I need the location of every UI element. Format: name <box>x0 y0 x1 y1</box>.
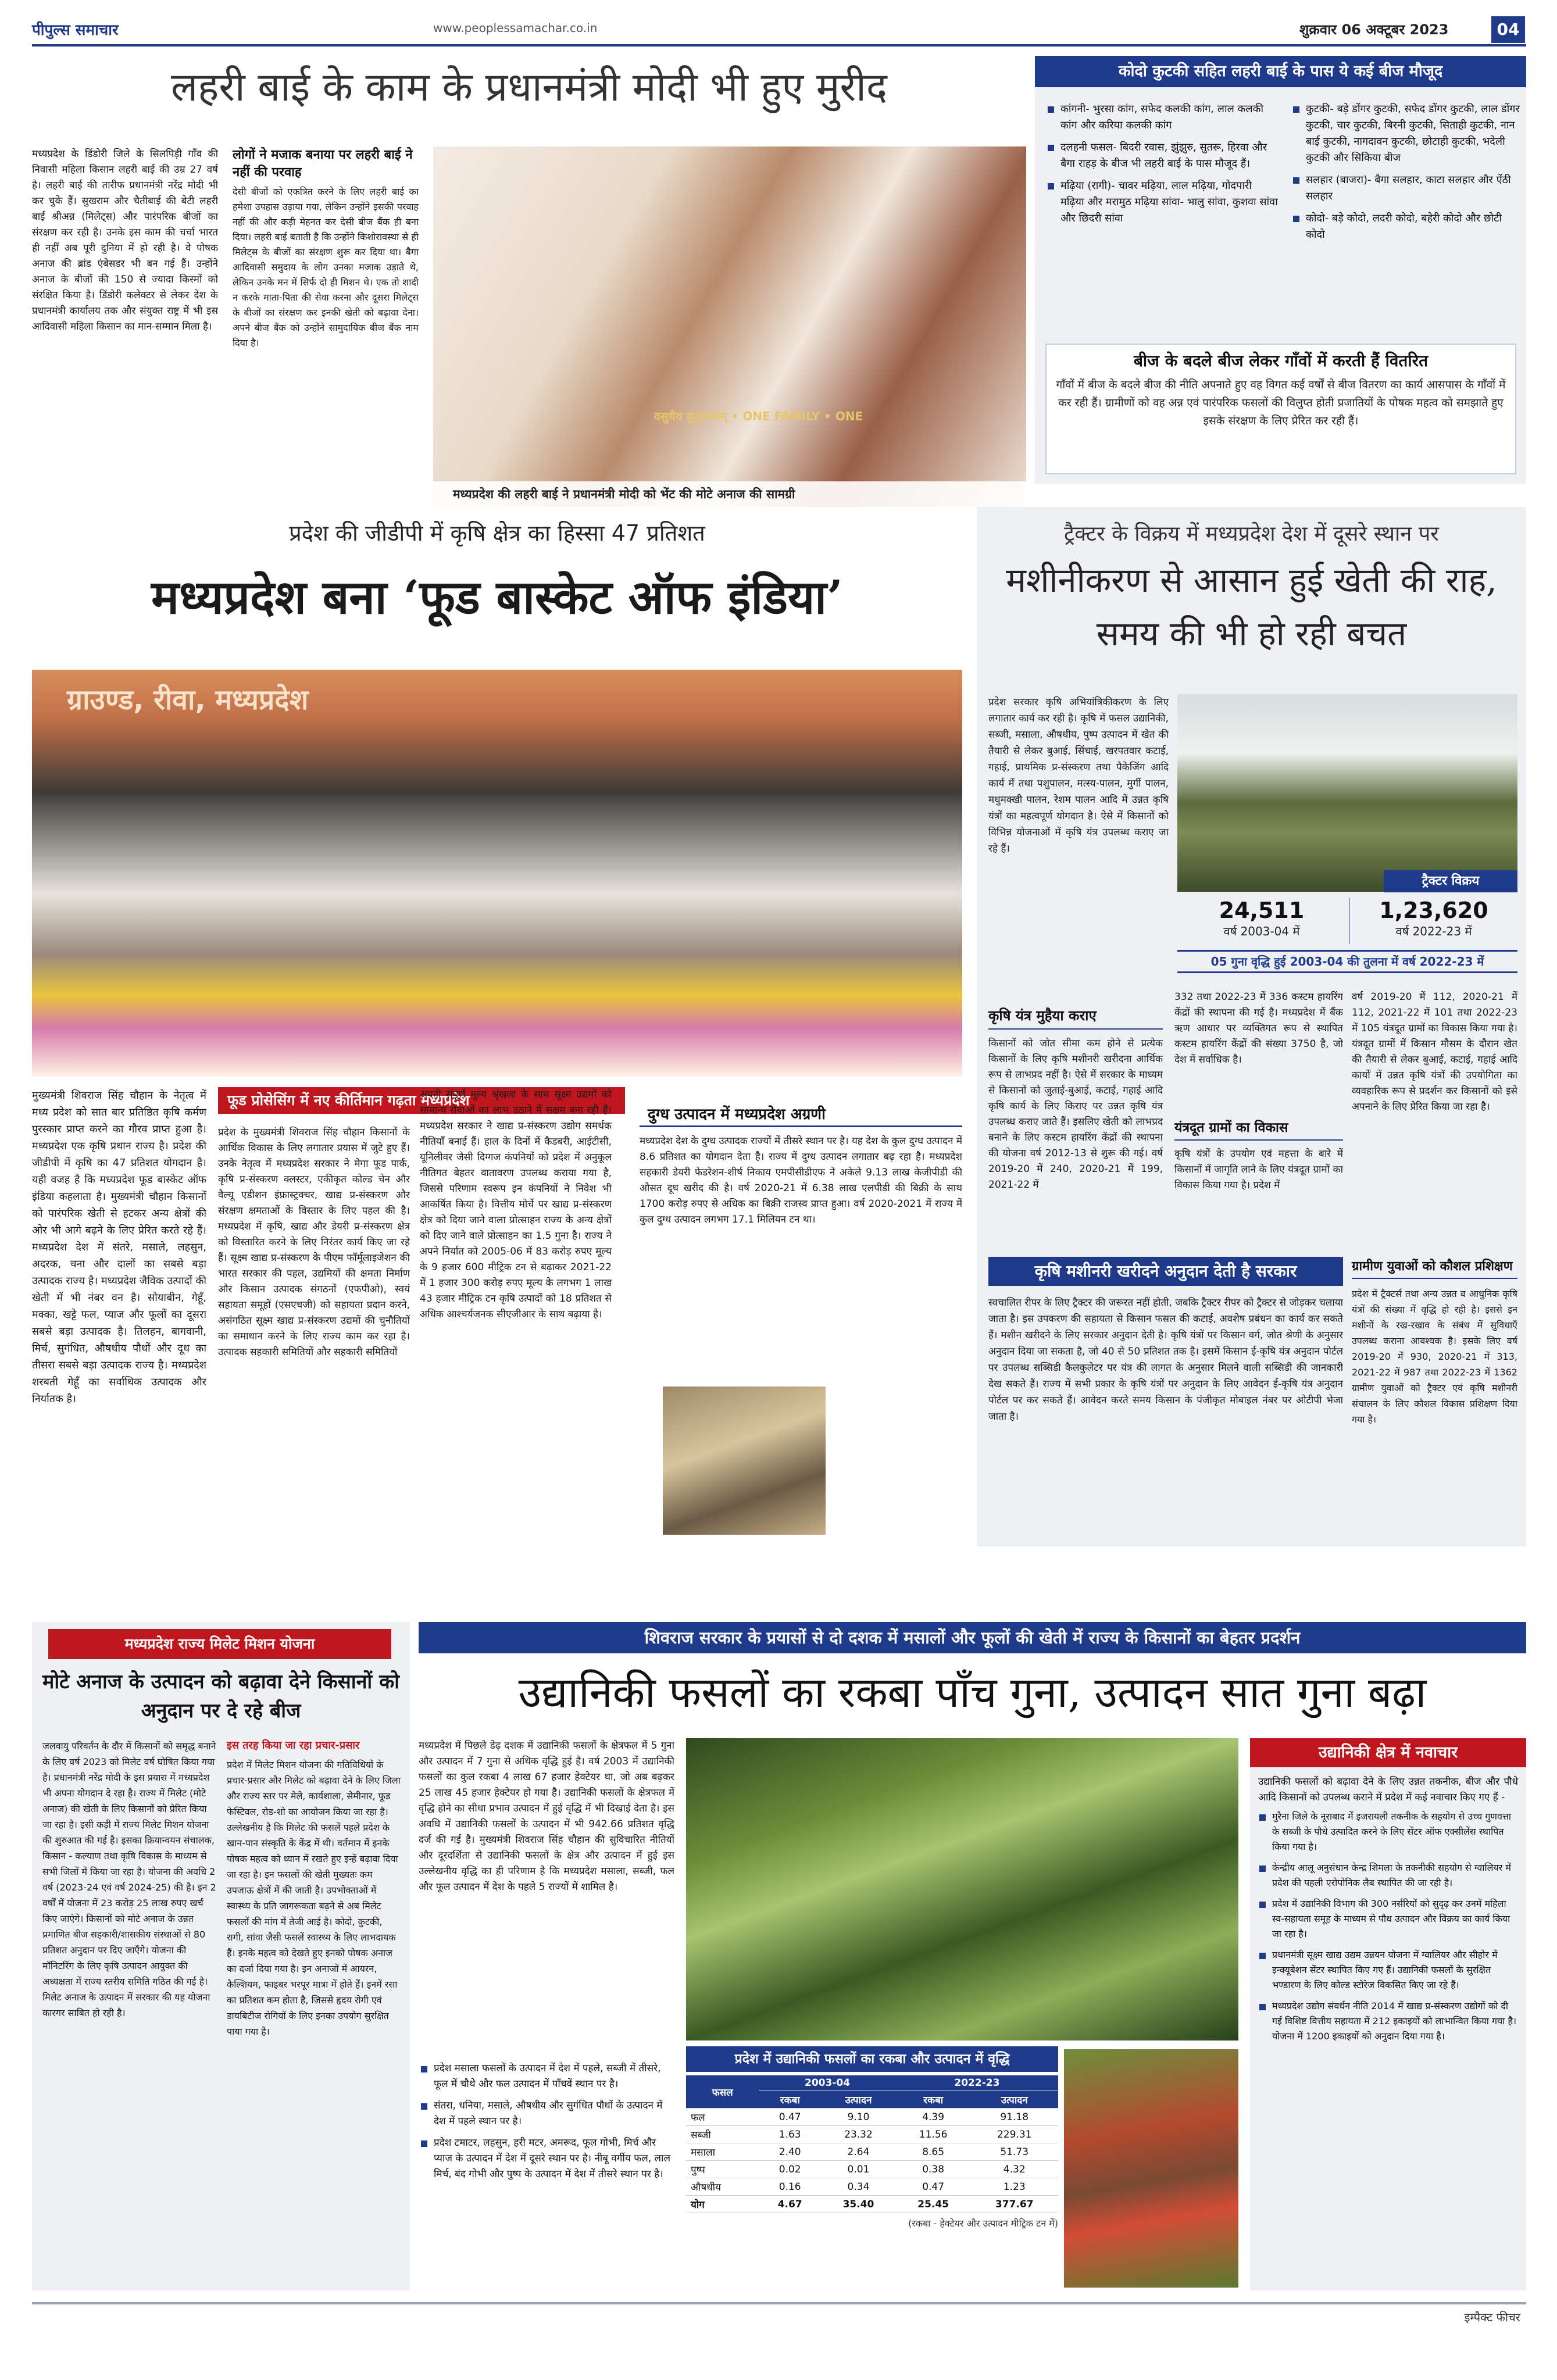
processing-title: फूड प्रोसेसिंग में नए कीर्तिमान गढ़ता मध्यप्रदेश <box>218 1087 625 1114</box>
masthead: पीपुल्स समाचार <box>32 22 119 39</box>
exchange-title: बीज के बदले बीज लेकर गाँवों में करती हैं वितरित <box>1133 351 1429 370</box>
horti-headline: उद्यानिकी फसलों का रकबा पाँच गुना, उत्पादन सात गुना बढ़ा <box>518 1668 1427 1717</box>
innov-item: मुरैना जिले के नूराबाद में इजरायली तकनीक के सहयोग से उच्च गुणवत्ता के सब्जी के पौधे उत्पादित करने के लिए सेंटर ऑफ एक्सीलेंस स्थापित किया गया है। <box>1257 1809 1519 1854</box>
horti-bullet: संतरा, धनिया, मसाले, औषधीय और सुगंधित पौधों के उत्पादन में देश में पहले स्थान पर है। <box>419 2098 674 2129</box>
page-number: 04 <box>1491 16 1525 43</box>
lahri-photo <box>433 146 1026 507</box>
horti-body: मध्यप्रदेश में पिछले डेढ़ दशक में उद्यानिकी फसलों के क्षेत्रफल में 5 गुना और उत्पादन में 7 गुना से अधिक वृद्धि हुई है। वर्ष 2003 में उद्यानिकी फसलों का कुल रकबा 4 लाख 67 हजार हेक्टेयर था, जो अब बढ़कर 25 लाख 45 हजार हेक्टेयर हो गया है। उद्यानिकी फसलों के क्षेत्रफल में वृद्धि होने का सीधा प्रभाव उत्पादन में हुई वृद्धि में भी दिखाई देता है। इस अवधि में उद्यानिकी फसलों के उत्पादन में भी 942.66 प्रतिशत वृद्धि दर्ज की गई है। मुख्यमंत्री शिवराज सिंह चौहान की सुविचारित नीतियों और दूरदर्शिता से उद्यानिकी फसलों के क्षेत्र और उत्पादन में हुई इस उल्लेखनीय वृद्धि का ही परिणाम है कि मध्यप्रदेश मसाला, सब्जी, फल और फूल उत्पादन में देश के पहले 5 राज्यों में शामिल है। <box>419 1740 674 1893</box>
table-cell: 9.10 <box>821 2109 896 2126</box>
table-cell: 0.01 <box>821 2161 896 2178</box>
table-cell: 0.47 <box>759 2109 821 2126</box>
sub1-body: किसानों को जोत सीमा कम होने से प्रत्येक किसानों के लिए कृषि मशीनरी खरीदना आर्थिक रूप से लाभप्रद नहीं है। ऐसे में सरकार के माध्यम से किसानों को जुताई-बुआई, कटाई, गहाई आदि कृषि कार्य के लिए किराए पर उन्नत कृषि यंत्र उपलब्ध कराए जाते हैं। इसलिए खेती को लाभप्रद बनाने के लिए कस्टम हायरिंग केंद्रों की स्थापना की योजना वर्ष 2012-13 से शुरू की गई। वर्ष 2019-20 में 240, 2020-21 में 199, 2021-22 में <box>988 1038 1163 1191</box>
table-row <box>686 2143 1058 2161</box>
seeds-box <box>1035 56 1526 484</box>
horti-table <box>686 2075 1058 2213</box>
innov-item: प्रदेश में उद्यानिकी विभाग की 300 नर्सरियों को सुदृढ़ कर उनमें महिला स्व-सहायता समूह के माध्यम से पौध उत्पादन और विक्रय का कार्य किया जा रहा है। <box>1257 1896 1519 1942</box>
impact-feature-label: इम्पैक्ट फीचर <box>1464 2310 1520 2324</box>
innov-title: उद्यानिकी क्षेत्र में नवाचार <box>1250 1738 1526 1767</box>
table-cell: औषधीय <box>686 2178 759 2196</box>
tractor-label: ट्रैक्टर विक्रय <box>1384 870 1517 892</box>
subsidy-title: कृषि मशीनरी खरीदने अनुदान देती है सरकार <box>988 1257 1343 1286</box>
site-url[interactable]: www.peoplessamachar.co.in <box>433 21 598 35</box>
lahri-section <box>32 53 1026 507</box>
rewa-banner: ग्राउण्ड, रीवा, मध्यप्रदेश <box>67 684 309 716</box>
table-cell: योग <box>686 2196 759 2213</box>
millet-col1: जलवायु परिवर्तन के दौर में किसानों को समृद्ध बनाने के लिए वर्ष 2023 को मिलेट वर्ष घोषित किया गया है। प्रधानमंत्री नरेंद्र मोदी के इस प्रयास में मध्यप्रदेश भी अपना योगदान दे रहा है। राज्य में मिलेट (मोटे अनाज) की खेती के लिए किसानों को प्रेरित किया जा रहा है। इसी कड़ी में राज्य मिलेट मिशन योजना की शुरुआत की गई है। इसका क्रियान्वयन संचालक, किसान - कल्याण तथा कृषि विकास के माध्यम से सभी जिलों में किया जा रहा है। योजना की अवधि 2 वर्ष (2023-24 एवं वर्ष 2024-25) की है। इन 2 वर्षों में योजना में 23 करोड़ 25 लाख रुपए खर्च किए जाएंगे। किसानों को मोटे अनाज के उन्नत प्रमाणित बीज सहकारी/शासकीय संस्थाओं से 80 प्रतिशत अनुदान पर दिए जाएँगे। योजना की मॉनिटरिंग के लिए कृषि उत्पादन आयुक्त की अध्यक्षता में राज्य स्तरीय समिति गठित की गई है। मिलेट अनाज के उत्पादन में सरकार की यह योजना कारगर साबित हो रही है। <box>42 1741 216 2018</box>
stat-value: 1,23,620 <box>1379 898 1488 923</box>
table-cell: 2.40 <box>759 2143 821 2161</box>
innov-list <box>1250 1809 1526 2044</box>
sub2-title: यंत्रदूत ग्रामों का विकास <box>1174 1117 1343 1141</box>
millet-col2: प्रदेश में मिलेट मिशन योजना की गतिविधियों के प्रचार-प्रसार और मिलेट को बढ़ावा देने के लिए जिला और राज्य स्तर पर मेले, कार्यशाला, सेमीनार, फूड फेस्टिवल, रोड-शो का आयोजन किया जा रहा है। उल्लेखनीय है कि मिलेट की फसलें पहले प्रदेश के खान-पान संस्कृति के केंद्र में थी। वर्तमान में इनके पोषक महत्व को ध्यान में रखते हुए इन्हें बढ़ावा दिया जा रहा है। इन फसलों की खेती मुख्यतः कम उपजाऊ क्षेत्रों में की जाती है। उपभोक्ताओं में स्वास्थ्य के प्रति जागरूकता बढ़ने से अब मिलेट फसलों की मांग में तेजी आई है। कोदो, कुटकी, रागी, सांवा जैसी फसलें स्वास्थ्य के लिए लाभदायक हैं। इनके महत्व को देखते हुए इनको पोषक अनाज का दर्जा दिया गया है। इन अनाजों में आयरन, कैल्शियम, फाइबर भरपूर मात्रा में होते हैं। इनमें रसा का प्रतिशत कम होता है, जिससे हृदय रोगी एवं डायबिटीज रोगियों के लिए इनका उपयोग सुरक्षित पाया गया है। <box>227 1759 401 2037</box>
table-row <box>686 2126 1058 2143</box>
seeds-right-list <box>1291 101 1520 249</box>
side-headline: लोगों ने मजाक बनाया पर लहरी बाई ने नहीं की परवाह <box>233 148 413 180</box>
horti-bullet: प्रदेश टमाटर, लहसुन, हरी मटर, अमरूद, फूल गोभी, मिर्च और प्याज के उत्पादन में देश में दूसरे स्थान पर है। नीबू वर्गीय फल, लाल मिर्च, बंद गोभी और पुष्प के उत्पादन में देश में तीसरे स्थान पर है। <box>419 2135 674 2182</box>
tractor-section <box>977 507 1526 1546</box>
photo-sign: वसुधैव कुटुम्बकम् • ONE FAMILY • ONE <box>654 409 863 423</box>
table-cell: 4.32 <box>970 2161 1058 2178</box>
page-footer <box>32 2302 1526 2325</box>
growth-strip: 05 गुना वृद्धि हुई 2003-04 की तुलना में वर्ष 2022-23 में <box>1177 950 1517 973</box>
exchange-box <box>1045 344 1516 474</box>
lahri-headline: लहरी बाई के काम के प्रधानमंत्री मोदी भी हुए मुरीद <box>171 65 887 110</box>
horti-bullets <box>419 2061 674 2188</box>
stat-box-2003 <box>1177 898 1346 944</box>
food-headline: मध्यप्रदेश बना ‘फूड बास्केट ऑफ इंडिया’ <box>151 570 843 624</box>
col-2022: 2022-23 <box>896 2075 1058 2091</box>
innovation-box <box>1250 1738 1526 2290</box>
sub-prod: उत्पादन <box>970 2091 1058 2109</box>
table-cell: 229.31 <box>970 2126 1058 2143</box>
table-cell: 1.23 <box>970 2178 1058 2196</box>
innov-intro: उद्यानिकी फसलों को बढ़ावा देने के लिए उन्नत तकनीक, बीज और पौधे आदि किसानों को उपलब्ध कराने में प्रदेश में कई नवाचार किए गए हैं - <box>1258 1776 1518 1803</box>
tractor-headline: मशीनीकरण से आसान हुई खेती की राह, समय की भी हो रही बचत <box>1006 560 1497 653</box>
stat-year: वर्ष 2022-23 में <box>1395 924 1472 938</box>
exchange-body: गाँवों में बीज के बदले बीज की नीति अपनाते हुए वह विगत कई वर्षों से बीज वितरण का कार्य आसपास के गाँवों में कर रही हैं। ग्रामीणों को वह अन्न एवं पारंपरिक फसलों की विलुप्त होती प्रजातियों के पोषक महत्व को समझाते हुए इसके संरक्षण के लिए प्रेरित कर रही हैं। <box>1056 378 1506 427</box>
subsidy-body: स्वचालित रीपर के लिए ट्रैक्टर की जरूरत नहीं होती, जबकि ट्रैक्टर रीपर को ट्रैक्टर से जोड़कर चलाया जाता है। इस उपकरण की सहायता से किसान फसल की कटाई, अवशेष प्रबंधन का कार्य कर सकते हैं। मशीन खरीदने के लिए सरकार अनुदान देती है। कृषि यंत्रों पर किसान वर्ग, जोत श्रेणी के अनुसार अनुदान दिया जा सकता है, जो 40 से 50 प्रतिशत तक है। इसमें किसान ई-कृषि यंत्र अनुदान पोर्टल पर उपलब्ध सब्सिडी कैलकुलेटर पर यंत्र की लागत के अनुसार मिलने वाली सब्सिडी की जानकारी देख सकते हैं। राज्य में सभी प्रकार के कृषि यंत्रों पर अनुदान के लिए आवेदन ई-कृषि यंत्र अनुदान पोर्टल पर कर सकते हैं। आवेदन करते समय किसान के पंजीकृत मोबाइल नंबर पर ओटीपी भेजा जाता है। <box>988 1297 1343 1423</box>
seed-item: सलहार (बाजरा)- बैगा सलहार, काटा सलहार और ऐंठी सलहार <box>1291 172 1520 205</box>
photo-caption: मध्यप्रदेश की लहरी बाई ने प्रधानमंत्री मोदी को भेंट की मोटे अनाज की सामग्री <box>433 481 1026 507</box>
table-cell: 4.39 <box>896 2109 971 2126</box>
seeds-left-list <box>1045 101 1278 233</box>
horti-table-box <box>686 2046 1058 2290</box>
tomato-farmer-photo <box>1064 2049 1238 2288</box>
issue-date: शुक्रवार 06 अक्टूबर 2023 <box>1299 22 1449 38</box>
table-cell: 0.16 <box>759 2178 821 2196</box>
sub-area: रकबा <box>896 2091 971 2109</box>
col-2003: 2003-04 <box>759 2075 896 2091</box>
sub2-body: कृषि यंत्रों के उपयोग एवं महत्ता के बारे में किसानों में जागृति लाने के लिए यंत्रदूत ग्रामों का विकास किया गया है। प्रदेश में <box>1174 1148 1343 1191</box>
table-note: (रकबा - हेक्टेयर और उत्पादन मीट्रिक टन में) <box>908 2218 1058 2229</box>
table-cell: 0.34 <box>821 2178 896 2196</box>
millet-sub: इस तरह किया जा रहा प्रचार-प्रसार <box>227 1739 360 1752</box>
side-body: देसी बीजों को एकत्रित करने के लिए लहरी बाई का हमेशा उपहास उड़ाया गया, लेकिन उन्होंने इसकी परवाह नहीं की और कड़ी मेहनत कर देसी बीज बैंक ही बना दिया। लहरी बाई बताती है कि उन्होंने किशोरावस्था से ही मिलेट्स के बीजों का संरक्षण शुरू कर दिया था। बैगा आदिवासी समुदाय के लोग उनका मजाक उड़ाते थे, लेकिन उनके मन में सिर्फ दो ही मिशन थे। एक तो शादी न करके माता-पिता की सेवा करना और दूसरा मिलेट्स के बीजों का संरक्षण कर इनकी खेती को बढ़ावा देना। अपने बीज बैंक को उन्होंने सामुदायिक बीज बैंक नाम दिया है। <box>233 186 419 348</box>
table-cell: 0.47 <box>896 2178 971 2196</box>
table-cell: 2.64 <box>821 2143 896 2161</box>
table-cell: 35.40 <box>821 2196 896 2213</box>
seed-item: कोदो- बड़े कोदो, लदरी कोदो, बहेरी कोदो और छोटी कोदो <box>1291 210 1520 243</box>
tractor-kicker: ट्रैक्टर के विक्रय में मध्यप्रदेश देश में दूसरे स्थान पर <box>1064 522 1439 546</box>
tractor-body: प्रदेश सरकार कृषि अभियांत्रिकीकरण के लिए लगातार कार्य कर रही है। कृषि में फसल उद्यानिकी, सब्जी, मसाला, औषधीय, पुष्प उत्पादन में खेत की तैयारी से लेकर बुआई, सिंचाई, खरपतवार कटाई, गहाई, प्राथमिक प्र-संस्करण तथा पैकेजिंग आदि कार्य में तथा पशुपालन, मत्स्य-पालन, मुर्गी पालन, मधुमक्खी पालन, रेशम पालन आदि में उन्नत कृषि यंत्रों का महत्वपूर्ण योगदान है। ऐसे में किसानों को विभिन्न योजनाओं में कृषि यंत्र उपलब्ध कराए जा रहे हैं। <box>988 696 1169 855</box>
dairy-photo <box>663 1386 826 1535</box>
horti-kicker: शिवराज सरकार के प्रयासों से दो दशक में मसालों और फूलों की खेती में राज्य के किसानों का बेहतर प्रदर्शन <box>419 1622 1526 1653</box>
seed-item: मढ़िया (रागी)- चावर मढ़िया, लाल मढ़िया, गोदपारी मढ़िया और मरामुठ मढ़िया सांवा- भालु सांवा, कुशवा सांवा और छिदरी सांवा <box>1045 178 1278 227</box>
table-row <box>686 2109 1058 2126</box>
youth-title: ग्रामीण युवाओं को कौशल प्रशिक्षण <box>1352 1257 1517 1279</box>
table-cell: पुष्प <box>686 2161 759 2178</box>
stat-value: 24,511 <box>1219 898 1305 923</box>
sub1-title: कृषि यंत्र मुहैया कराए <box>988 1006 1163 1030</box>
mango-photo <box>686 1738 1238 2040</box>
millet-tag: मध्यप्रदेश राज्य मिलेट मिशन योजना <box>48 1629 391 1659</box>
table-cell: 51.73 <box>970 2143 1058 2161</box>
table-cell: 0.02 <box>759 2161 821 2178</box>
lahri-body: मध्यप्रदेश के डिंडोरी जिले के सिलपिड़ी गाँव की निवासी महिला किसान लहरी बाई की उम्र 27 वर्ष है। लहरी बाई की तारीफ प्रधानमंत्री नरेंद्र मोदी भी कर चुके हैं। सुखराम और चैतीबाई की बेटी लहरी बाई श्रीअन्न (मिलेट्स) और पारंपरिक बीजों का संरक्षण कर रही है। उनके इस काम की चर्चा भारत ही नहीं अब पूरी दुनिया में हो रही है। वे पोषक अनाज की ब्रांड एंबेसडर भी बन गई हैं। उन्होंने अनाज के बीजों की 150 से ज्यादा किस्मों को संरक्षित किया है। डिंडोरी कलेक्टर से लेकर देश के प्रधानमंत्री कार्यालय तक और संयुक्त राष्ट्र में भी इस आदिवासी महिला किसान का मान-सम्मान मिला है। <box>32 148 218 333</box>
seed-item: कुटकी- बड़े डोंगर कुटकी, सफेद डोंगर कुटकी, लाल डोंगर कुटकी, चार कुटकी, बिरनी कुटकी, सिताही कुटकी, नान बाई कुटकी, नागदावन कुटकी, छोटाही कुटकी, भदेली कुटकी और सिकिया बीज <box>1291 101 1520 166</box>
col-crop: फसल <box>686 2075 759 2109</box>
table-cell: 25.45 <box>896 2196 971 2213</box>
innov-item: मध्यप्रदेश उद्योग संवर्धन नीति 2014 में खाद्य प्र-संस्करण उद्योगों को दी गई विशिष्ट वित्तीय सहायता में 212 इकाइयों को लाभान्वित किया गया है। योजना में 1200 इकाइयों को अनुदान दिया गया है। <box>1257 1999 1519 2044</box>
dairy-body: मध्यप्रदेश देश के दुग्ध उत्पादक राज्यों में तीसरे स्थान पर है। यह देश के कुल दुग्ध उत्पादन में 8.6 प्रतिशत का योगदान देता है। राज्य में दुग्ध उत्पादन लगातार बढ़ रहा है। मध्यप्रदेश सहकारी डेयरी फेडरेशन-शीर्ष निकाय एमपीसीडीएफ ने अकेले 9.13 लाख केजीपीडी की औसत दूध खरीद की है। वर्ष 2020-21 में 6.38 लाख एलपीडी की बिक्री के साथ 1700 करोड़ रुपए से अधिक का बिक्री राजस्व प्राप्त हुआ। वर्ष 2020-2021 में राज्य में कुल दुग्ध उत्पादन लगभग 17.1 मिलियन टन था। <box>640 1135 962 1225</box>
processing-body-2: अपनी संपूर्ण मूल्य श्रृंखला के साथ सूक्ष्म उद्यमों को सामान्य सेवाओं का लाभ उठाने में सक्षम बना रही हैं। मध्यप्रदेश सरकार ने खाद्य प्र-संस्करण उद्योग समर्थक नीतियाँ बनाई हैं। हाल के दिनों में कैडबरी, आईटीसी, यूनिलीवर जैसी दिग्गज कंपनियों को प्रदेश में अनुकूल नीतिगत बेहतर वातावरण उपलब्ध कराया गया है, जिससे परिणाम स्वरूप इन कंपनियों ने निवेश भी आकर्षित किया है। वित्तीय मोर्चे पर खाद्य प्र-संस्करण क्षेत्र को दिया जाने वाला प्रोत्साहन राज्य के अन्य क्षेत्रों को दिए जाने वाले प्रोत्साहन का 1.5 गुना है। राज्य ने अपने निर्यात को 2005-06 में 83 करोड़ रुपए मूल्य के 9 हजार 600 मीट्रिक टन से बढ़ाकर 2021-22 में 1 हजार 300 करोड़ रुपए मूल्य के लगभग 1 लाख 43 हजार मीट्रिक टन कृषि उत्पादों को 18 प्रतिशत से अधिक आश्चर्यजनक सीएजीआर के साथ बढ़ाया है। <box>420 1089 612 1320</box>
table-cell: फल <box>686 2109 759 2126</box>
dairy-title: दुग्ध उत्पादन में मध्यप्रदेश अग्रणी <box>640 1102 962 1127</box>
table-row <box>686 2196 1058 2213</box>
sub-prod: उत्पादन <box>821 2091 896 2109</box>
seed-item: दलहनी फसल- बिदरी रवास, झुंझुरु, सुतरू, हिरवा और बैगा राहड़ के बीज भी लहरी बाई के पास मौजूद हैं। <box>1045 140 1278 172</box>
table-cell: 377.67 <box>970 2196 1058 2213</box>
table-cell: मसाला <box>686 2143 759 2161</box>
yantradoot-villages: वर्ष 2019-20 में 112, 2020-21 में 112, 2021-22 में 101 तथा 2022-23 में 105 यंत्रदूत ग्रामों का विकास किया गया है। यंत्रदूत ग्रामों में किसान मौसम के दौरान खेत की तैयारी से लेकर बुआई, कटाई, गहाई आदि कार्यों में उन्नत कृषि यंत्रों की उपयोगिता का व्यवहारिक रूप से प्रदर्शन कर किसानों को इसे अपनाने के लिए प्रेरित किया जा रहा है। <box>1352 991 1517 1113</box>
table-cell: 91.18 <box>970 2109 1058 2126</box>
table-cell: 11.56 <box>896 2126 971 2143</box>
table-cell: 4.67 <box>759 2196 821 2213</box>
millet-headline: मोटे अनाज के उत्पादन को बढ़ावा देने किसानों को अनुदान पर दे रहे बीज <box>42 1670 399 1723</box>
processing-body: प्रदेश के मुख्यमंत्री शिवराज सिंह चौहान किसानों के आर्थिक विकास के लिए लगातार प्रयास में जुटे हुए हैं। उनके नेतृत्व में मध्यप्रदेश सरकार ने मेगा फूड पार्क, कृषि प्र-संस्करण क्लस्टर, एकीकृत कोल्ड चेन और वैल्यू एडीशन इंफ्रास्ट्रक्चर, खाद्य प्र-संस्करण और संरक्षण क्षमताओं के विस्तार के लिए पहल की है। मध्यप्रदेश में कृषि, खाद्य और डेयरी प्र-संस्करण क्षेत्र को विस्तारित करने के लिए निरंतर कार्य किए जा रहे हैं। सूक्ष्म खाद्य प्र-संस्करण के पीएम फॉर्मूलाइजेशन की भारत सरकार की पहल, उद्यमियों की क्षमता निर्माण और किसान उत्पादक संगठनों (एफपीओ), स्वयं सहायता समूहों (एसएचजी) को सहायता प्रदान करने, असंगठित सूक्ष्म खाद्य प्र-संस्करण उद्यमों की चुनौतियों का समाधान करने के लिए राज्य काम कर रहा है। उत्पादक सहकारी समितियों और सहकारी समितियों <box>218 1127 410 1358</box>
table-cell: 0.38 <box>896 2161 971 2178</box>
page-header <box>32 15 1526 47</box>
hiring-centres: 332 तथा 2022-23 में 336 कस्टम हायरिंग केंद्रों की स्थापना की गई है। मध्यप्रदेश में बैंक ऋण आधार पर व्यक्तिगत रूप से स्थापित कस्टम हायरिंग केंद्रों की संख्या 3750 है, जो देश में सर्वाधिक है। <box>1174 991 1343 1066</box>
table-cell: 23.32 <box>821 2126 896 2143</box>
sub-area: रकबा <box>759 2091 821 2109</box>
horti-bullet: प्रदेश मसाला फसलों के उत्पादन में देश में पहले, सब्जी में तीसरे, फूल में चौथे और फल उत्पादन में पाँचवें स्थान पर है। <box>419 2061 674 2092</box>
table-cell: 1.63 <box>759 2126 821 2143</box>
tractor-photo <box>1177 694 1517 892</box>
table-title: प्रदेश में उद्यानिकी फसलों का रकबा और उत्पादन में वृद्धि <box>686 2046 1058 2072</box>
millet-section <box>32 1622 410 2290</box>
stat-year: वर्ष 2003-04 में <box>1223 924 1300 938</box>
innov-item: प्रधानमंत्री सूक्ष्म खाद्य उद्यम उन्नयन योजना में ग्वालियर और सीहोर में इन्क्यूबेशन सेंटर स्थापित किए गए हैं। उद्यानिकी फसलों के सुरक्षित भण्डारण के लिए कोल्ड स्टोरेज विकसित किए जा रहे हैं। <box>1257 1947 1519 1993</box>
food-intro: मुख्यमंत्री शिवराज सिंह चौहान के नेतृत्व में मध्य प्रदेश को सात बार प्रतिष्ठित कृषि कर्मण पुरस्कार प्राप्त करने का गौरव प्राप्त हुआ है। मध्यप्रदेश एक कृषि प्रधान राज्य है। प्रदेश की जीडीपी में कृषि का 47 प्रतिशत योगदान है। यही वजह है कि मध्यप्रदेश फूड बास्केट ऑफ इंडिया कहलाता है। मुख्यमंत्री चौहान किसानों को पारंपरिक खेती से हटकर अन्य क्षेत्रों की ओर भी आगे बढ़ने के लिए प्रेरित करते रहे हैं। मध्यप्रदेश देश में संतरे, मसाले, लहसुन, अदरक, चना और दालों का सबसे बड़ा उत्पादक राज्य है। मध्यप्रदेश जैविक उत्पादों की खेती में भी नंबर वन है। सोयाबीन, गेहूँ, मक्का, खट्टे फल, प्याज और फूलों का दूसरा सबसे बड़ा उत्पादक है। तिलहन, बागवानी, मिर्च, सुगंधित, औषधीय पौधों और दूध का तीसरा सबसे बड़ा उत्पादक राज्य है। मध्यप्रदेश शरबती गेहूँ का सर्वाधिक उत्पादक और निर्यातक है। <box>32 1089 206 1405</box>
innov-item: केन्द्रीय आलू अनुसंधान केन्द्र शिमला के तकनीकी सहयोग से ग्वालियर में प्रदेश की पहली एरोपोनिक लैब स्थापित की जा रही है। <box>1257 1860 1519 1891</box>
table-cell: 8.65 <box>896 2143 971 2161</box>
youth-body: प्रदेश में ट्रैक्टर्स तथा अन्य उन्नत व आधुनिक कृषि यंत्रों की संख्या में वृद्धि हो रही है। इससे इन मशीनों के रख-रखाव के संबंध में सुविधाएँ उपलब्ध कराना आवश्यक है। इसके लिए वर्ष 2019-20 में 930, 2020-21 में 313, 2021-22 में 987 तथा 2022-23 में 1362 ग्रामीण युवाओं को ट्रैक्टर एवं कृषि मशीनरी संचालन के लिए कौशल विकास प्रशिक्षण दिया गया है। <box>1352 1288 1517 1425</box>
rewa-stage-photo <box>32 670 962 1077</box>
table-row <box>686 2161 1058 2178</box>
table-cell: सब्जी <box>686 2126 759 2143</box>
table-row <box>686 2178 1058 2196</box>
seeds-title: कोदो कुटकी सहित लहरी बाई के पास ये कई बीज मौजूद <box>1035 56 1526 87</box>
food-kicker: प्रदेश की जीडीपी में कृषि क्षेत्र का हिस्सा 47 प्रतिशत <box>289 520 705 546</box>
seed-item: कांगनी- भुरसा कांग, सफेद कलकी कांग, लाल कलकी कांग और करिया कलकी कांग <box>1045 101 1278 134</box>
stat-box-2022 <box>1349 898 1517 944</box>
